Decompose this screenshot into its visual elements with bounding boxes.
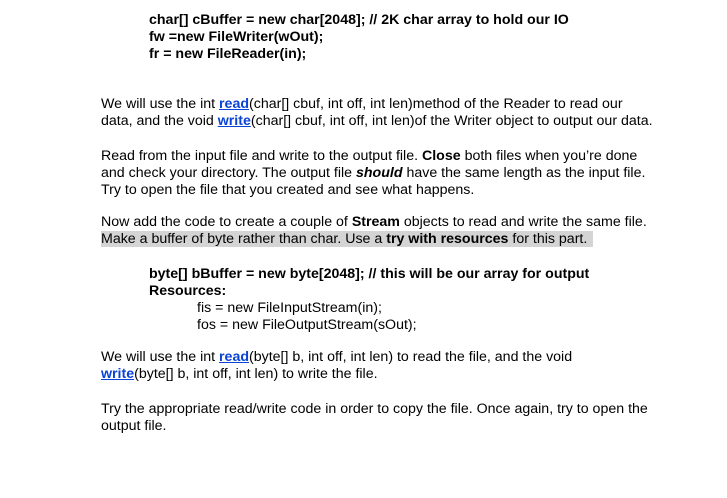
code-line: char[] cBuffer = new char[2048]; // 2K char array to hold our IO — [149, 12, 569, 28]
text-run: (char[] cbuf, int off, int len)method of the Reader to read our — [249, 96, 623, 112]
emphasis-should: should — [356, 165, 403, 181]
paragraph-line — [101, 349, 572, 366]
code-line: fos = new FileOutputStream(sOut); — [197, 317, 417, 333]
code-line: fw =new FileWriter(wOut); — [149, 29, 324, 45]
bold-try-with-resources: try with resources — [386, 231, 509, 247]
code-block-byte-buffer — [149, 266, 589, 334]
text-run: both files when you’re done — [460, 148, 638, 164]
paragraph-line — [101, 165, 645, 182]
paragraph-line — [101, 113, 653, 130]
code-line: fr = new FileReader(in); — [149, 46, 307, 62]
code-line: fis = new FileInputStream(in); — [197, 300, 382, 316]
code-block-char-buffer — [149, 12, 569, 63]
paragraph-read-write-char — [101, 96, 653, 130]
text-run: We will use the int — [101, 96, 220, 112]
text-run: Read from the input file and write to the output file. — [101, 148, 422, 164]
code-line: Resources: — [149, 283, 227, 299]
paragraph-final — [101, 401, 648, 435]
write-link[interactable]: write — [217, 113, 251, 129]
paragraph-line: Try the appropriate read/write code in order to copy the file. Once again, try to open the — [101, 401, 648, 417]
text-run: (byte[] b, int off, int len) to write the file. — [134, 366, 378, 382]
highlighted-text — [101, 231, 593, 247]
read-link[interactable]: read — [219, 96, 249, 112]
paragraph-close-files — [101, 148, 645, 199]
read-link[interactable]: read — [219, 349, 249, 365]
text-run: Now add the code to create a couple of — [101, 214, 352, 230]
paragraph-line: Try to open the file that you created and see what happens. — [101, 182, 475, 198]
paragraph-line — [101, 96, 653, 113]
paragraph-line — [101, 214, 647, 231]
text-run: We will use the int — [101, 349, 220, 365]
paragraph-streams — [101, 214, 647, 248]
write-link[interactable]: write — [101, 366, 135, 382]
bold-close: Close — [421, 148, 461, 164]
text-run: (char[] cbuf, int off, int len)of the Writer object to output our data. — [250, 113, 653, 129]
text-run: and check your directory. The output file — [101, 165, 356, 181]
text-run: have the same length as the input file. — [402, 165, 646, 181]
paragraph-line: output file. — [101, 418, 167, 434]
code-line: byte[] bBuffer = new byte[2048]; // this will be our array for output — [149, 266, 590, 282]
bold-stream: Stream — [351, 214, 400, 230]
paragraph-line — [101, 231, 647, 248]
text-run: objects to read and write the same file. — [399, 214, 647, 230]
text-run: data, and the void — [101, 113, 218, 129]
text-run: for this part. — [508, 231, 588, 247]
paragraph-line — [101, 366, 572, 383]
paragraph-line — [101, 148, 645, 165]
text-run: Make a buffer of byte rather than char. Use a — [101, 231, 387, 247]
paragraph-read-write-byte — [101, 349, 572, 383]
text-run: (byte[] b, int off, int len) to read the file, and the void — [249, 349, 573, 365]
